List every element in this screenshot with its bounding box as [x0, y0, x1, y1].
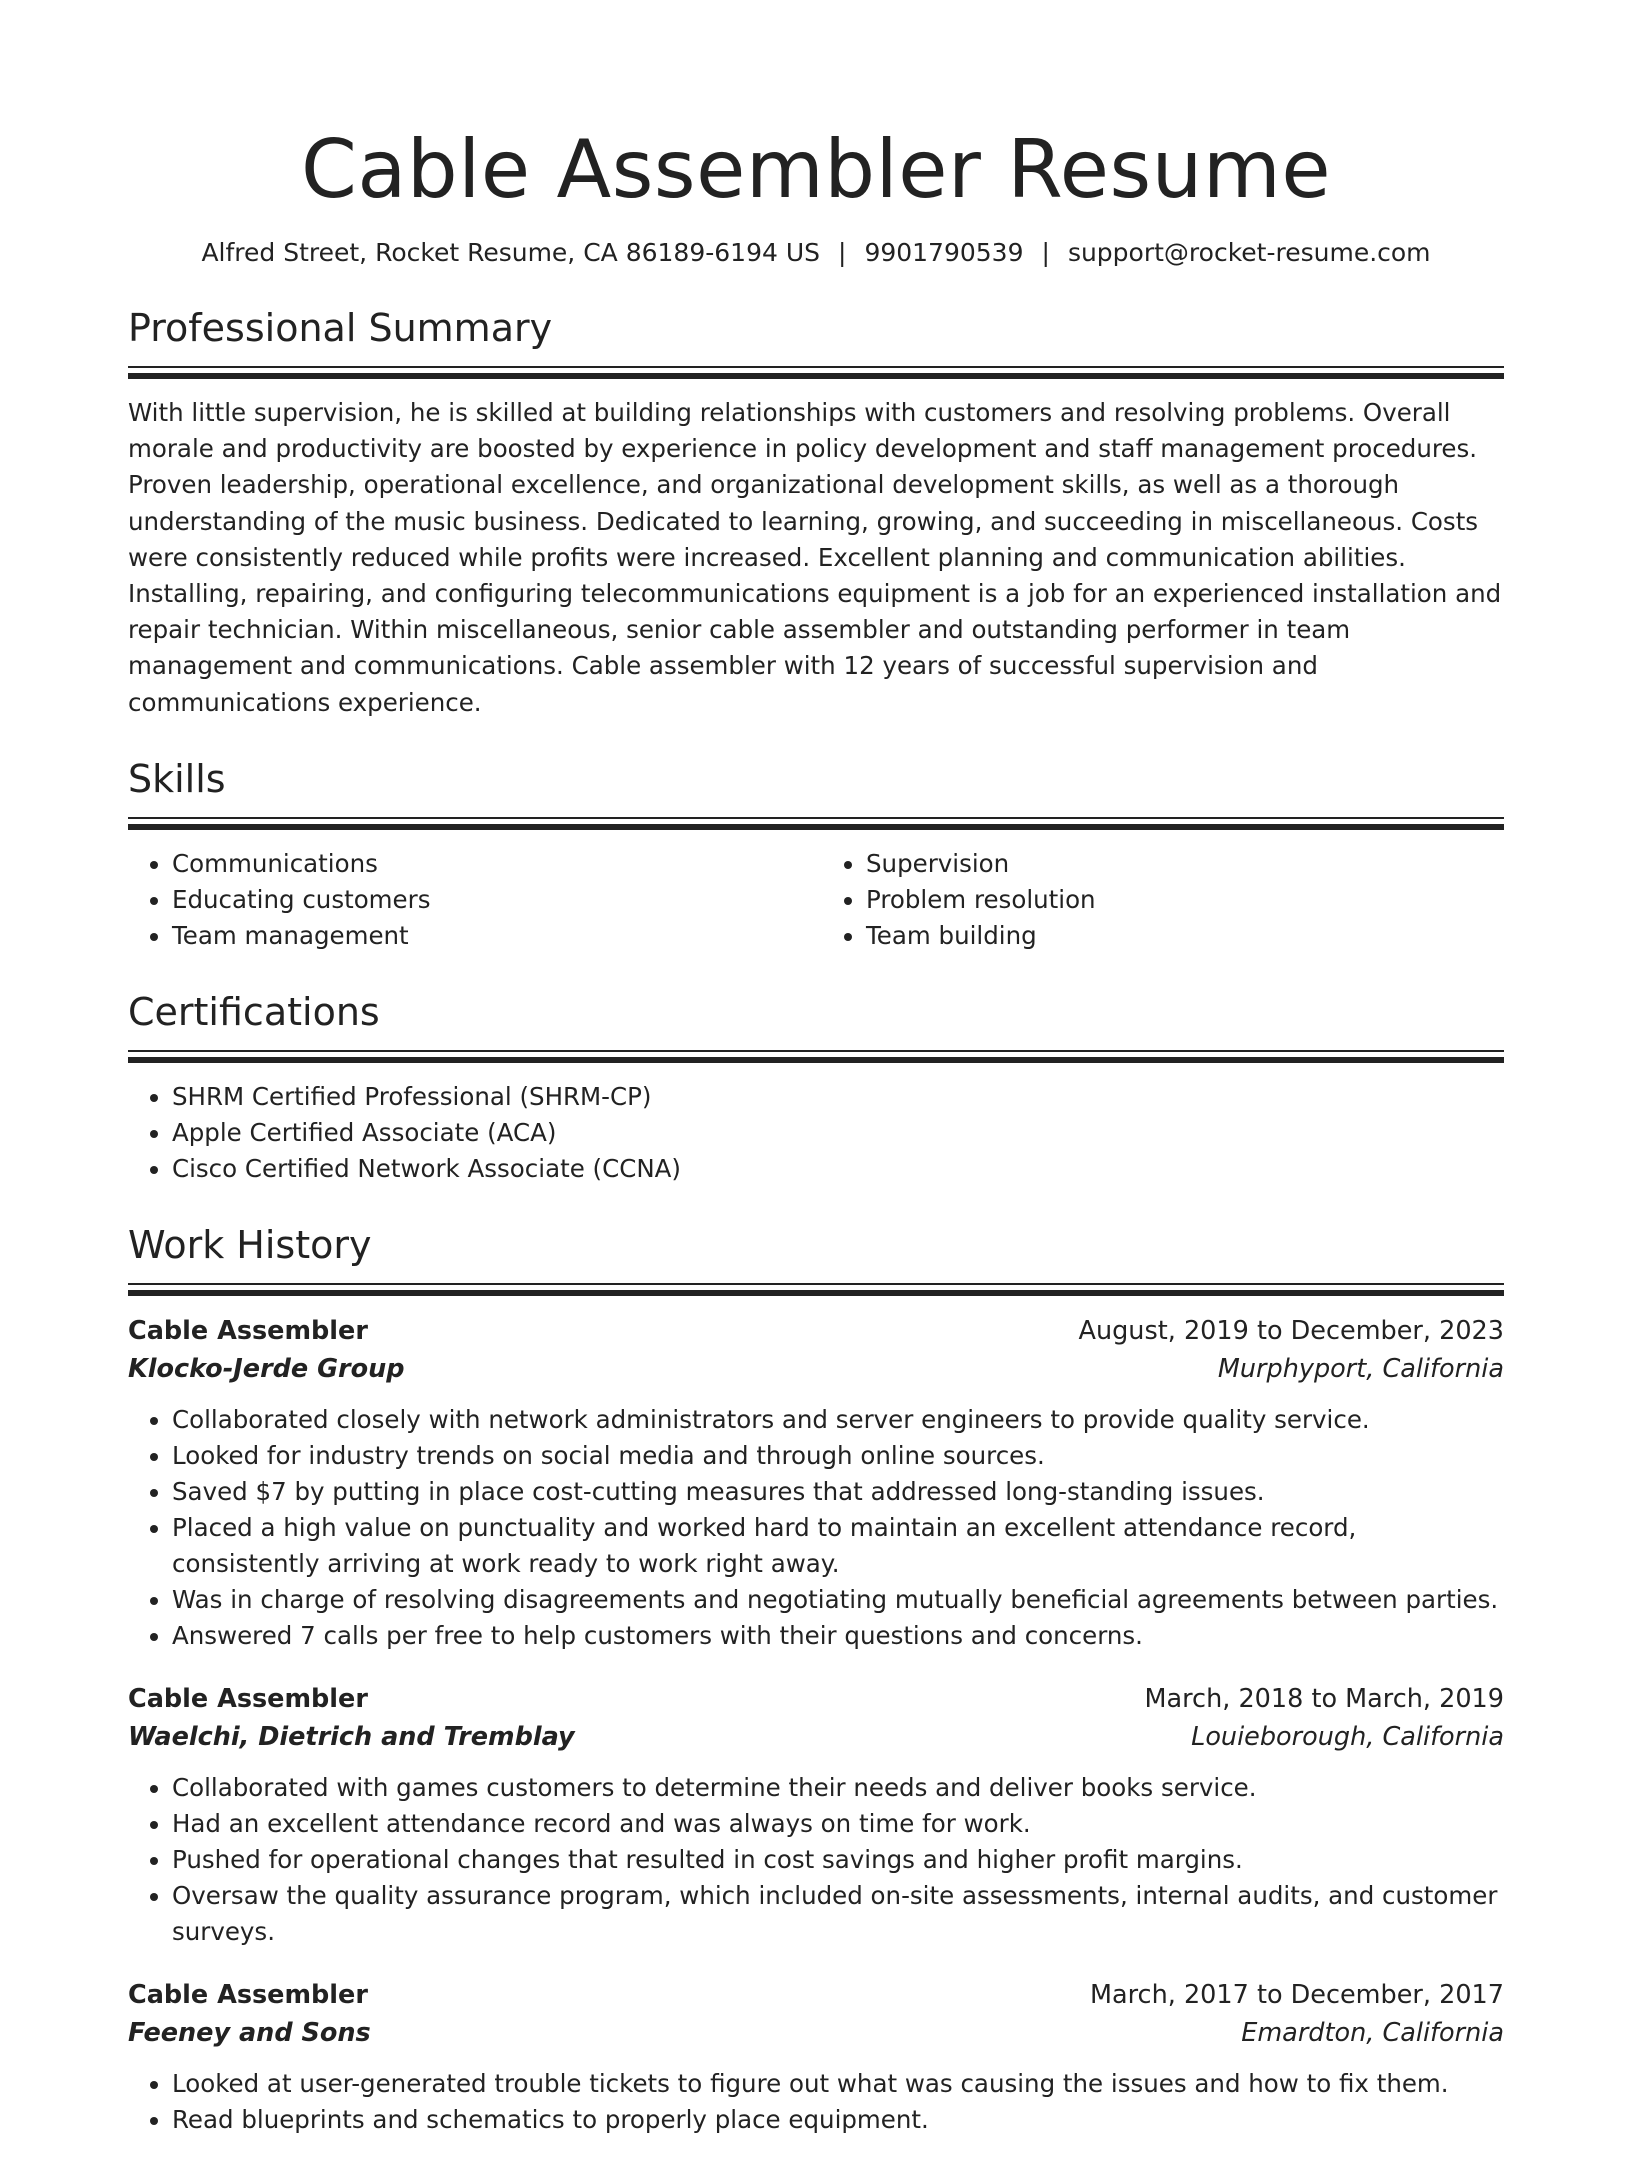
- section-divider: [128, 817, 1504, 819]
- work-history-section: [128, 1221, 1504, 2138]
- certification-item: • Apple Certified Associate (ACA): [172, 1115, 1504, 1151]
- skill-item: • Team management: [172, 918, 816, 954]
- job-location: Emardton, California: [1241, 2017, 1504, 2048]
- contact-separator: |: [1041, 238, 1050, 267]
- page-title: Cable Assembler Resume: [300, 123, 1332, 216]
- job-company: Waelchi, Dietrich and Tremblay: [128, 1721, 575, 1752]
- skill-item: • Communications: [172, 846, 816, 882]
- skills-list-left: [128, 846, 816, 954]
- job-dates: March, 2017 to December, 2017: [1090, 1979, 1504, 2010]
- certification-item: • Cisco Certified Network Associate (CCNA): [172, 1151, 1504, 1187]
- job-bullet: • Pushed for operational changes that resulted in cost savings and higher profit margins.: [172, 1842, 1504, 1878]
- job-bullet: • Saved $7 by putting in place cost-cutting measures that addressed long-standing issues.: [172, 1474, 1504, 1510]
- certifications-list: [128, 1079, 1504, 1187]
- job-entry: [128, 1680, 1504, 1950]
- certification-item: • SHRM Certified Professional (SHRM-CP): [172, 1079, 1504, 1115]
- job-title: Cable Assembler: [128, 1315, 368, 1346]
- job-bullet: • Was in charge of resolving disagreements and negotiating mutually beneficial agreements between parties.: [172, 1582, 1504, 1618]
- job-entry: [128, 1312, 1504, 1654]
- contact-address: Alfred Street, Rocket Resume, CA 86189-6194 US: [201, 238, 820, 267]
- section-divider-thick: [128, 824, 1504, 830]
- section-heading: Professional Summary: [128, 306, 553, 350]
- certifications-section: [128, 988, 1504, 1187]
- job-title: Cable Assembler: [128, 1979, 368, 2010]
- job-location: Murphyport, California: [1217, 1353, 1504, 1384]
- section-divider: [128, 1050, 1504, 1052]
- job-bullet: • Collaborated closely with network administrators and server engineers to provide quality service.: [172, 1402, 1504, 1438]
- job-dates: March, 2018 to March, 2019: [1144, 1683, 1504, 1714]
- section-heading: Skills: [128, 756, 226, 801]
- contact-line: [128, 236, 1504, 270]
- section-heading: Work History: [128, 1222, 372, 1267]
- skill-item: • Problem resolution: [866, 882, 1504, 918]
- job-company: Klocko-Jerde Group: [128, 1353, 405, 1384]
- job-bullet: • Placed a high value on punctuality and worked hard to maintain an excellent attendance record, consistently arriving at work ready to work right away.: [172, 1510, 1504, 1582]
- section-divider-thick: [128, 1290, 1504, 1296]
- summary-text: With little supervision, he is skilled at building relationships with customers and resolving problems. Overall morale and productivity are boosted by experience in policy development and staff management procedures. Proven leadership, operational excellence, and organizational development skills, as well as a thorough understanding of the music business. Dedicated to learning, growing, and succeeding in miscellaneous. Costs were consistently reduced while profits were increased. Excellent planning and communication abilities. Installing, repairing, and configuring telecommunications equipment is a job for an experienced installation and repair technician. Within miscellaneous, senior cable assembler and outstanding performer in team management and communications. Cable assembler with 12 years of successful supervision and communications experience.: [128, 398, 1502, 717]
- job-bullet: • Looked at user-generated trouble tickets to figure out what was causing the issues and how to fix them.: [172, 2066, 1504, 2102]
- contact-email: support@rocket-resume.com: [1067, 238, 1431, 267]
- section-divider: [128, 366, 1504, 368]
- skills-section: [128, 755, 1504, 954]
- section-divider: [128, 1283, 1504, 1285]
- job-company-row: [128, 1718, 1504, 1756]
- job-bullet: • Looked for industry trends on social media and through online sources.: [172, 1438, 1504, 1474]
- job-bullet: • Had an excellent attendance record and was always on time for work.: [172, 1806, 1504, 1842]
- job-bullet: • Answered 7 calls per free to help customers with their questions and concerns.: [172, 1618, 1504, 1654]
- section-divider-thick: [128, 1057, 1504, 1063]
- contact-phone: 9901790539: [864, 238, 1024, 267]
- summary-section: [128, 304, 1504, 721]
- job-company-row: [128, 1350, 1504, 1388]
- job-entry: [128, 1976, 1504, 2138]
- job-bullets: [128, 2066, 1504, 2138]
- job-header-row: [128, 1976, 1504, 2014]
- skill-item: • Supervision: [866, 846, 1504, 882]
- section-heading: Certifications: [128, 989, 380, 1034]
- job-title: Cable Assembler: [128, 1683, 368, 1714]
- job-bullets: [128, 1402, 1504, 1654]
- job-bullet: • Collaborated with games customers to determine their needs and deliver books service.: [172, 1770, 1504, 1806]
- section-divider-thick: [128, 373, 1504, 379]
- skill-item: • Team building: [866, 918, 1504, 954]
- job-company: Feeney and Sons: [128, 2017, 371, 2048]
- skill-item: • Educating customers: [172, 882, 816, 918]
- job-bullet: • Read blueprints and schematics to properly place equipment.: [172, 2102, 1504, 2138]
- job-header-row: [128, 1680, 1504, 1718]
- skills-list-right: [816, 846, 1504, 954]
- contact-separator: |: [838, 238, 847, 267]
- job-bullets: [128, 1770, 1504, 1950]
- job-header-row: [128, 1312, 1504, 1350]
- resume-page: [128, 0, 1504, 2164]
- job-dates: August, 2019 to December, 2023: [1078, 1315, 1504, 1346]
- job-company-row: [128, 2014, 1504, 2052]
- job-bullet: • Oversaw the quality assurance program, which included on-site assessments, internal audits, and customer surveys.: [172, 1878, 1504, 1950]
- skills-grid: [128, 846, 1504, 954]
- job-location: Louieborough, California: [1191, 1721, 1504, 1752]
